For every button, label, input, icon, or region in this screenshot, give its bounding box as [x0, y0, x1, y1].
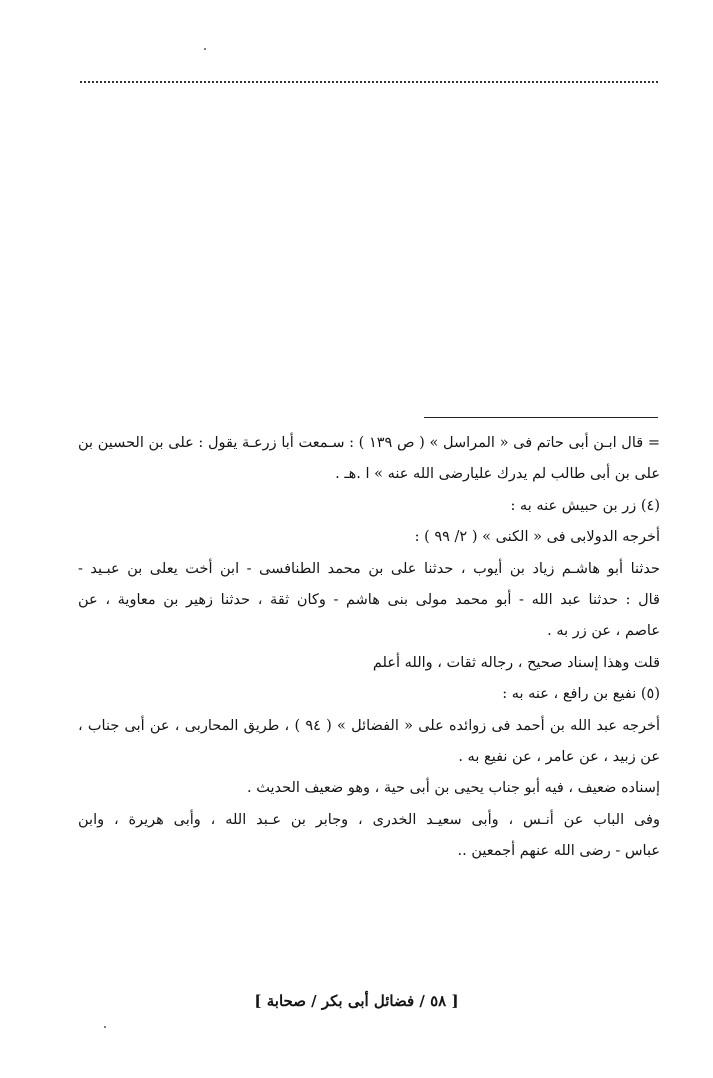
- footnote-line: = قال ابـن أبى حاتم فى « المراسل » ( ص ١٣٩ ) : سـمعت أبا زرعـة يقول : على بن الحسين بن: [78, 435, 660, 451]
- footnote-line: وفى الباب عن أنـس ، وأبى سعيـد الخدرى ، وجابر بن عـبد الله ، وأبى هريرة ، وابن: [78, 811, 660, 828]
- scan-speck: [204, 48, 206, 50]
- footnote-line: (٤) زر بن حبيش عنه به :: [510, 497, 660, 514]
- footnote-line: عن زبيد ، عن عامر ، عن نفيع به .: [458, 749, 660, 766]
- footnote-line: حدثنا أبو هاشـم زياد بن أيوب ، حدثنا على بن محمد الطنافسى - ابن أخت يعلى بن عبـيد -: [78, 560, 660, 577]
- footnote-line: قلت وهذا إسناد صحيح ، رجاله ثقات ، والله أعلم: [372, 654, 660, 671]
- footnotes-block: [78, 428, 660, 868]
- footnote-line: (٥) نفيع بن رافع ، عنه به :: [502, 686, 660, 703]
- footnote-separator: [424, 417, 658, 418]
- footnote-line: أخرجه الدولابى فى « الكنى » ( ٢/ ٩٩ ) :: [414, 529, 660, 546]
- footnote-line: عباس - رضى الله عنهم أجمعين ..: [457, 843, 660, 860]
- page-footer: [ ٥٨ / فضائل أبى بكر / صحابة ]: [254, 992, 459, 1010]
- footnote-line: إسناده ضعيف ، فيه أبو جناب يحيى بن أبى حية ، وهو ضعيف الحديث .: [247, 780, 660, 797]
- footnote-line: على بن أبى طالب لم يدرك عليارضى الله عنه » ا .هـ .: [335, 466, 660, 483]
- footnote-line: عاصم ، عن زر به .: [547, 623, 660, 640]
- scan-speck: [104, 1026, 106, 1028]
- footnote-line: قال : حدثنا عبد الله - أبو محمد مولى بنى هاشم - وكان ثقة ، حدثنا زهير بن معاوية ، عن: [78, 592, 660, 609]
- header-dotted-rule: [80, 81, 658, 83]
- footnote-line: أخرجه عبد الله بن أحمد فى زوائده على « الفضائل » ( ٩٤ ) ، طريق المحاربى ، عن أبى جناب ،: [78, 717, 660, 734]
